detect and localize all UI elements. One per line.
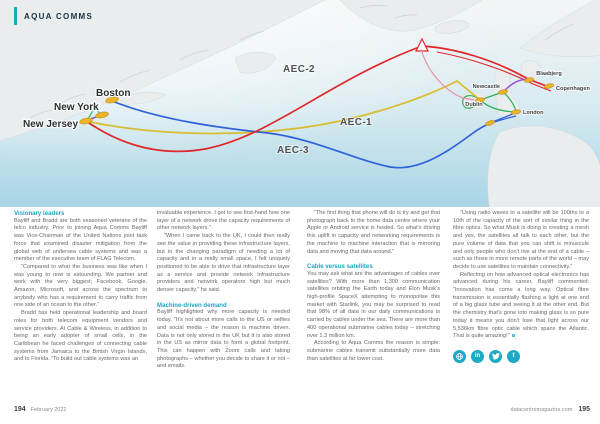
page-number-left: 194: [14, 406, 26, 413]
article-paragraph: “Using radio waves to a satellite will be 100ths to a 10th of the capacity of the sort of similar thing in the fibre optics. So what Musk is doing is creating a mesh and yes, the satellites all talk to each other, but the pure volume of data that you can shift is minuscule and only people who don’t live at the end of a cable – such as those in more remote parts of the world – may decide to use satellites to maintain connectivity.”: [453, 210, 589, 270]
section-heading-machine-driven-demand: Machine-driven demand: [157, 301, 227, 309]
article-paragraph-text: Reflecting on how advanced optical electronics has advanced during his career, Bayliff commented: “Innovation has come a long way. Optical fibre transmission is essentially flashing a light at one end of a big glass tube and seeing it at the other end. But the chemistry that’s gone into making glass is so pure today it means you don’t lose that light across our 5,536km fibre optic cable which spans the Atlantic. That is quite amazing!”: [453, 271, 589, 340]
facebook-button[interactable]: [507, 350, 520, 363]
brand-title: AQUA COMMS: [24, 11, 94, 21]
brand-accent-bar: [14, 7, 17, 25]
issue-date: February 2022: [30, 407, 67, 413]
atlantic-cable-map: [0, 0, 600, 207]
city-label-new-york: New York: [54, 102, 99, 113]
cable-label-aec2: AEC-2: [283, 64, 316, 75]
article-paragraph: According to Aqua Comms the reason is simple: submarine cables transmit substantially more data than satellites at far lower cost.: [307, 340, 440, 362]
article-column-3: [307, 210, 440, 371]
website-link-button[interactable]: [453, 350, 466, 363]
article-column-4: [453, 210, 589, 371]
article-column-2: [157, 210, 290, 371]
article-paragraph: “When I came back to the UK, I could then really see the value in providing these infrastructure layers, but in the changing paradigm of needing a lot of capacity and in a really small space, I felt uniquely positioned to be able to drive that infrastructure layer as a service and provide network infrastructure providers and network operators high but much denser capacity,” he said.: [157, 233, 290, 294]
twitter-icon: [492, 352, 500, 360]
article-paragraph: Bayliff and Bradd are both seasoned veterans of the telco industry. Prior to joining Aqua Comms Bayliff was Vice-Chairman of the United Nations joint task force that examined disaster mitigation from the global web of undersea cable systems and was a member of the executive team of FLAG Telecom.: [14, 217, 147, 263]
city-label-copenhagen: Copenhagen: [556, 86, 590, 92]
route-map: [0, 0, 600, 207]
article-paragraph: You may ask what are the advantages of cables over satellites? With more than 1,300 communication satellites orbiting the Earth today and Elon Musk’s high-profile SpaceX attempting to monopolise this market with Starlink, you may be surprised to read that 98% of all data in our daily communications is carried by cables under the sea. There are more than 400 operational submarine cables today – stretching over 1.3 million km.: [307, 270, 440, 339]
city-label-london: London: [523, 110, 544, 116]
end-of-article-icon: [512, 334, 515, 337]
footer-right: [511, 406, 590, 413]
footer-left: [14, 406, 66, 413]
article-paragraph: “The first thing that phone will do is try and get that photograph back to the home data centre where your Apple or Android service is hosted. So what’s driving this uplift in capacity and networking requirements is the machine to machine interaction that is mirroring data and moving that data around.”: [307, 210, 440, 255]
article-body: [14, 210, 589, 371]
cable-label-aec3: AEC-3: [277, 145, 310, 156]
article-column-1: [14, 210, 147, 371]
article-paragraph: Bradd has held operational leadership and board roles for both telecom equipment vendors and service providers. At Cable & Wireless, in addition to being an early adopter of small cells, in the Caribbean he faced challenges of connecting cable systems from Jamaica to the British Virgin Islands, and to Florida. “To build out cable systems was an: [14, 310, 147, 363]
article-paragraph: [453, 272, 589, 341]
linkedin-button[interactable]: [471, 350, 484, 363]
page-header: [14, 7, 93, 25]
facebook-icon: f: [512, 353, 515, 360]
social-links: [453, 350, 589, 363]
city-label-dublin: Dublin: [465, 102, 483, 108]
city-label-boston: Boston: [96, 88, 131, 99]
city-label-blaabjerg: Blaabjerg: [536, 71, 562, 77]
article-paragraph: Bayliff highlighted why more capacity is needed today. “It’s not about more calls to the US or selfies and social media – the reason is machine driven. Data is not only stored in the UK but it is also stored in the US as mirror data to form a global footprint. This can happen with Zoom calls and taking photographs – whether you decide to share it or not – and emails.: [157, 309, 290, 370]
twitter-button[interactable]: [489, 350, 502, 363]
magazine-url: datacentremagazine.com: [510, 407, 573, 413]
globe-icon: [455, 352, 464, 361]
city-label-newcastle: Newcastle: [472, 84, 500, 90]
page-number-right: 195: [578, 406, 590, 413]
article-paragraph: “Compared to what the business was like when I was young to now is astounding. We partner and work with the very biggest; Facebook, Google, Amazon, Microsoft, and across the spectrum to anybody who has a requirement to carry traffic from one side of an ocean to the other.”: [14, 263, 147, 309]
cable-label-aec1: AEC-1: [340, 117, 373, 128]
article-paragraph: invaluable experience. I got to see first-hand how one layer of a network drove the capacity requirements of other network layers.”: [157, 210, 290, 232]
section-heading-cable-versus-satellites: Cable versus satellites: [307, 263, 373, 271]
city-label-new-jersey: New Jersey: [23, 119, 79, 130]
linkedin-icon: in: [474, 353, 481, 360]
section-heading-visionary-leaders: Visionary leaders: [14, 210, 65, 217]
